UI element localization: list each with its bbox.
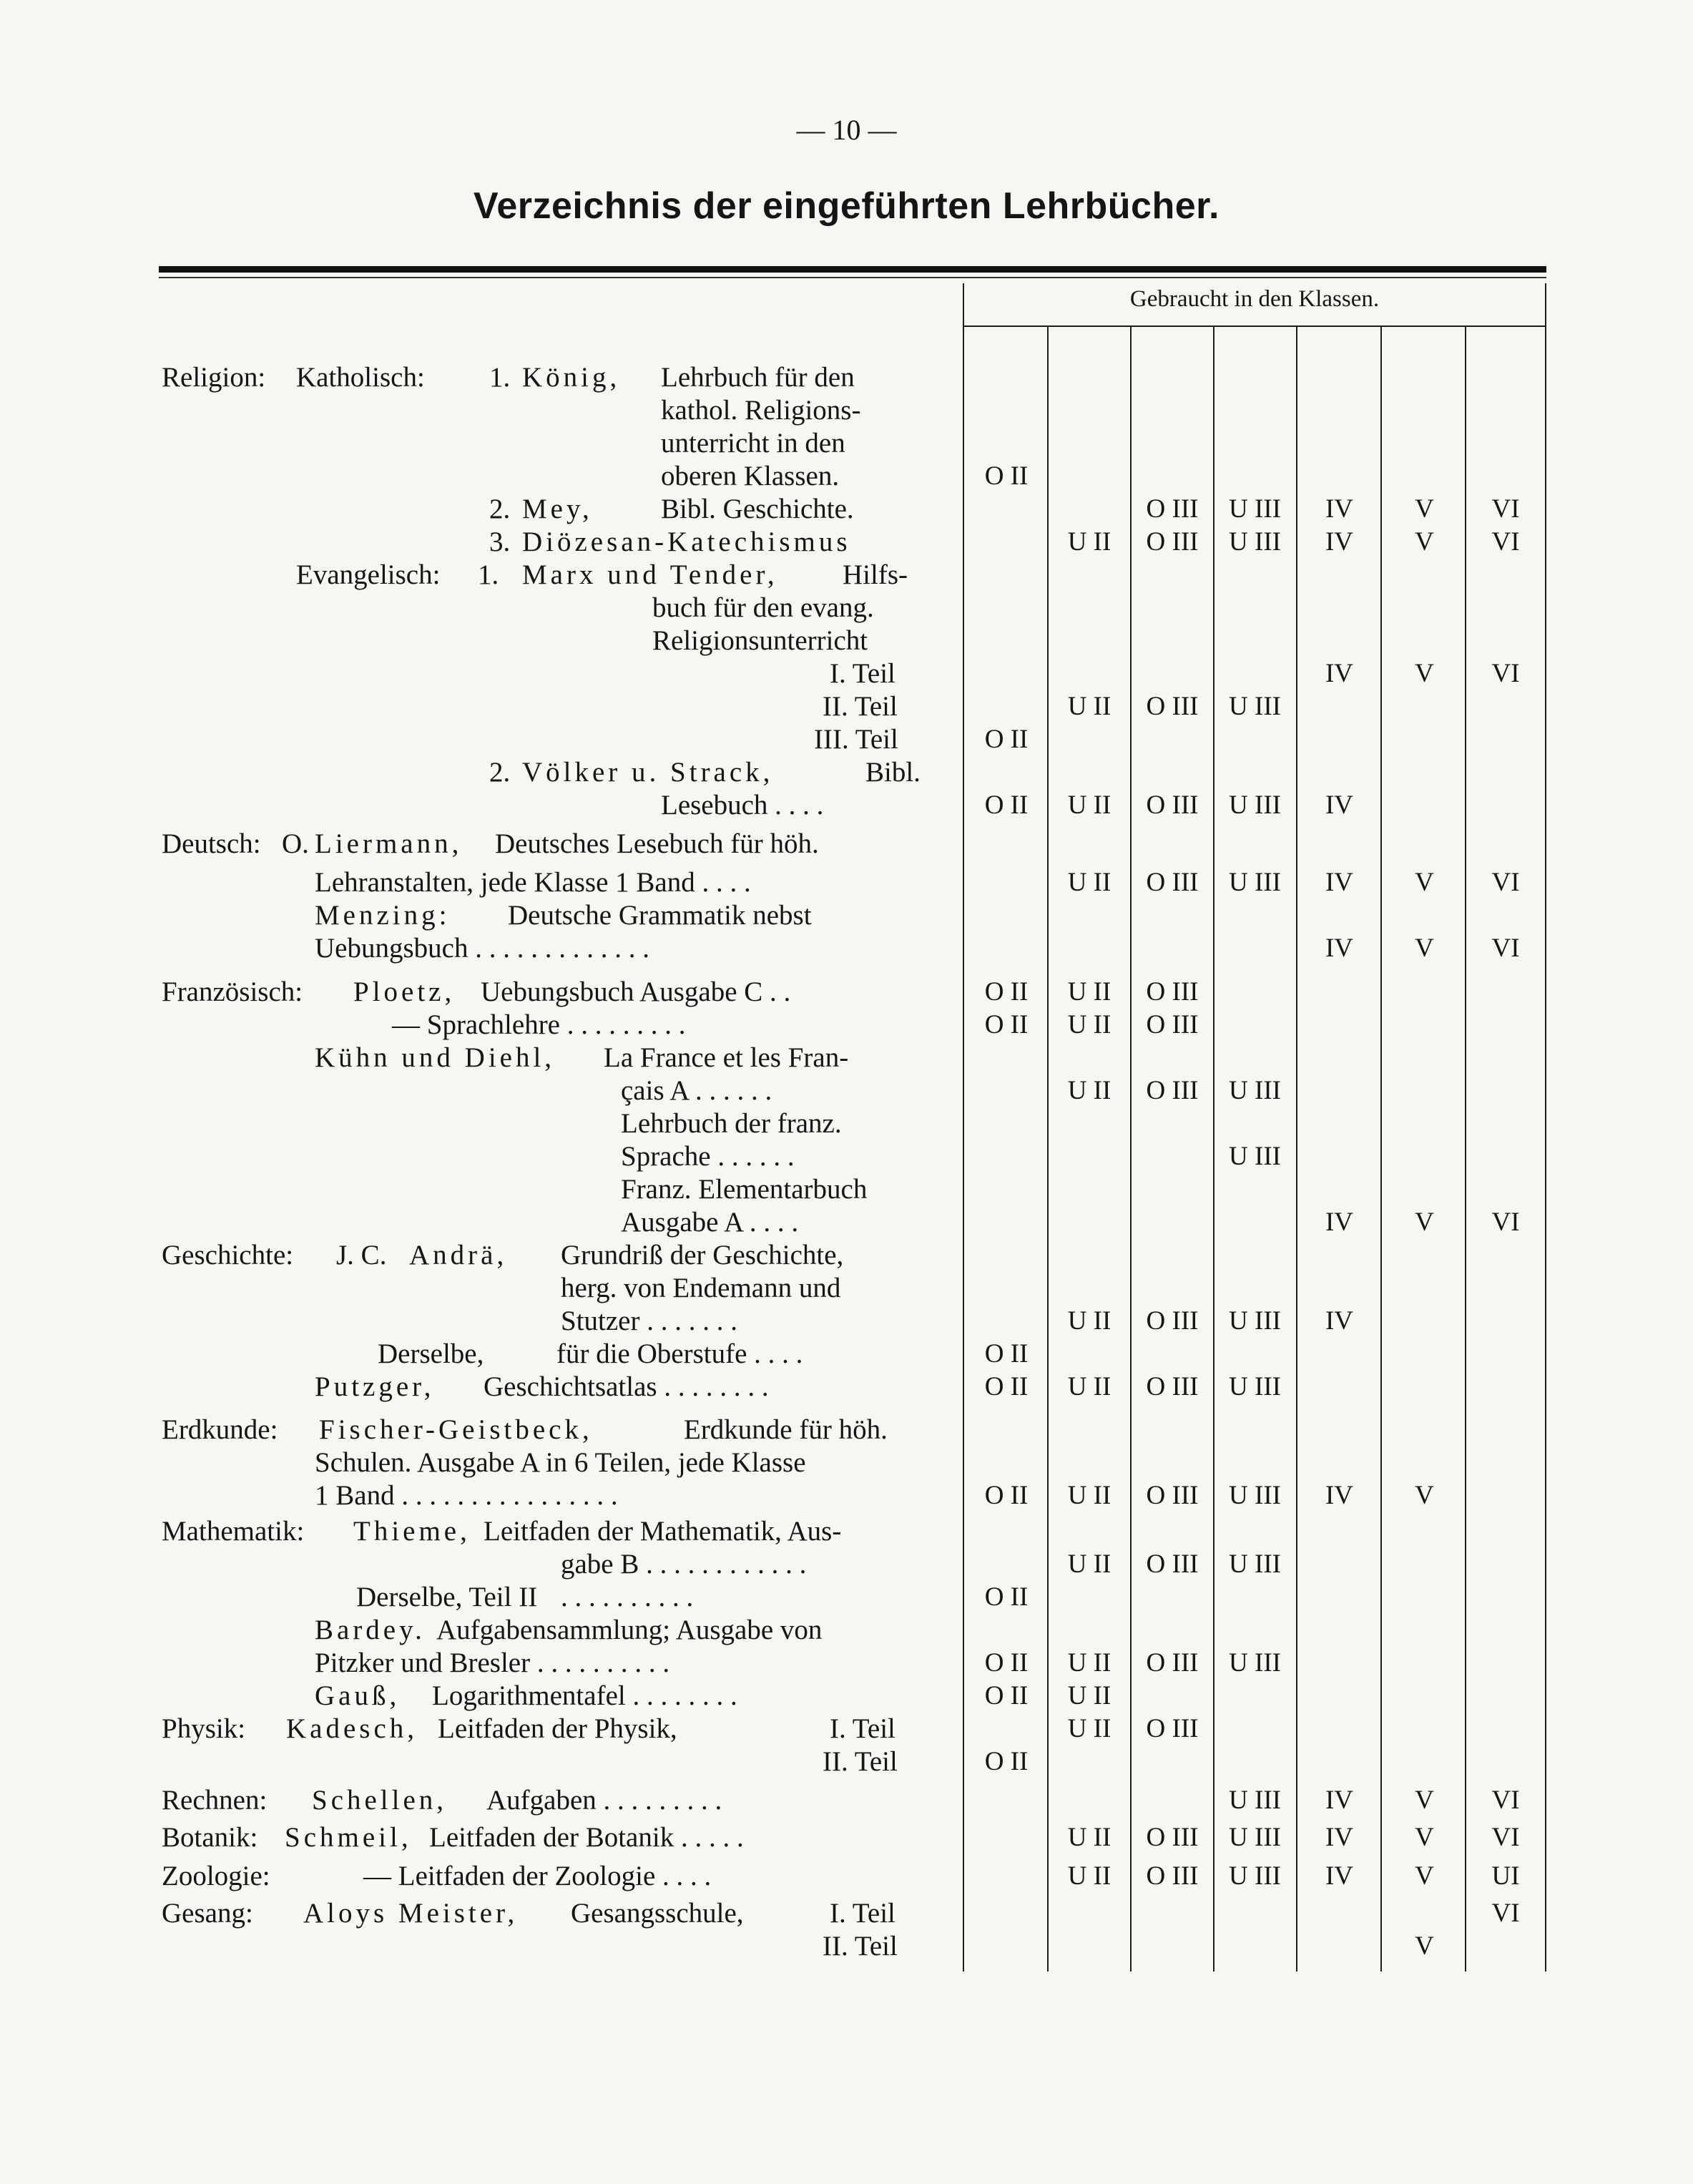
entry-number: 3. <box>489 527 511 557</box>
class-cell: O II <box>984 1372 1029 1401</box>
header-rule-thin <box>159 277 1546 278</box>
book-title-cont: çais A . . . . . . <box>621 1075 772 1106</box>
class-cell: U III <box>1229 1372 1281 1401</box>
class-cell: IV <box>1325 868 1354 897</box>
class-table-border-right <box>1545 283 1546 1972</box>
class-cell: V <box>1415 1786 1434 1815</box>
book-author: Schmeil, <box>285 1822 412 1853</box>
class-table-header-rule <box>963 325 1546 327</box>
class-cell: U II <box>1067 1481 1112 1510</box>
class-cell: O III <box>1146 692 1199 721</box>
class-cell: V <box>1415 868 1434 897</box>
class-cell: U III <box>1229 868 1281 897</box>
subject-label: Geschichte: <box>162 1240 294 1270</box>
class-cell: O II <box>984 790 1029 820</box>
class-cell: IV <box>1325 494 1354 524</box>
book-title: Leitfaden der Mathematik, Aus- <box>484 1516 842 1547</box>
class-cell: IV <box>1325 1823 1354 1852</box>
book-author: Andrä, <box>409 1240 508 1270</box>
book-author: Kühn und Diehl, <box>315 1042 556 1073</box>
book-part: I. Teil <box>830 1713 895 1744</box>
class-cell: O III <box>1146 790 1199 820</box>
book-title: Leitfaden der Physik, <box>438 1713 677 1744</box>
class-cell: O II <box>984 1339 1029 1368</box>
book-title-cont: Lesebuch . . . . <box>661 790 824 821</box>
class-cell: U II <box>1067 1549 1112 1579</box>
book-title-cont: Religionsunterricht <box>652 625 868 656</box>
class-cell: U III <box>1229 1861 1281 1891</box>
class-cell: V <box>1415 1931 1434 1961</box>
sub-label: Katholisch: <box>296 362 425 393</box>
class-cell: O II <box>984 977 1029 1007</box>
class-cell: U II <box>1067 1681 1112 1710</box>
class-cell: O II <box>984 725 1029 754</box>
class-cell: U II <box>1067 1648 1112 1678</box>
page-title: Verzeichnis der eingeführten Lehrbücher. <box>473 185 1220 227</box>
class-cell: U III <box>1229 1549 1281 1579</box>
class-cell: U III <box>1229 1786 1281 1815</box>
class-cell: IV <box>1325 1306 1354 1336</box>
class-cell: O II <box>984 1481 1029 1510</box>
class-cell: O III <box>1146 494 1199 524</box>
subject-label: Zoologie: <box>162 1861 270 1891</box>
class-cell: O II <box>984 1582 1029 1612</box>
class-cell: U III <box>1229 494 1281 524</box>
book-author: Liermann, <box>315 828 463 859</box>
class-cell: O II <box>984 461 1029 491</box>
book-part: II. Teil <box>823 1931 898 1962</box>
author-prefix: Derselbe, <box>378 1338 484 1369</box>
book-title-cont: Uebungsbuch . . . . . . . . . . . . . <box>315 933 649 964</box>
class-cell: U III <box>1229 527 1281 557</box>
sub-label: Evangelisch: <box>296 559 441 590</box>
class-cell: O II <box>984 1010 1029 1039</box>
class-cell: U II <box>1067 1714 1112 1743</box>
class-cell: IV <box>1325 1208 1354 1237</box>
book-title-cont: 1 Band . . . . . . . . . . . . . . . . <box>315 1480 618 1511</box>
class-cell: U II <box>1067 1372 1112 1401</box>
header-rule-thick <box>159 266 1546 273</box>
book-title: Aufgabensammlung; Ausgabe von <box>436 1615 823 1645</box>
subject-label: Deutsch: <box>162 828 261 859</box>
book-title: Leitfaden der Botanik . . . . . <box>429 1822 744 1853</box>
book-title: Geschichtsatlas . . . . . . . . <box>484 1371 769 1402</box>
class-cell: IV <box>1325 659 1354 688</box>
class-cell: U III <box>1229 790 1281 820</box>
class-cell: O II <box>984 1648 1029 1678</box>
subject-label: Rechnen: <box>162 1785 268 1816</box>
subject-label: Gesang: <box>162 1898 253 1929</box>
book-author: Fischer-Geistbeck, <box>319 1414 593 1445</box>
subject-label: Erdkunde: <box>162 1414 278 1445</box>
class-cell: IV <box>1325 1481 1354 1510</box>
book-author: Diözesan-Katechismus <box>522 527 851 557</box>
class-cell: O III <box>1146 1714 1199 1743</box>
author-prefix: O. <box>282 828 309 859</box>
class-cell: U II <box>1067 1306 1112 1336</box>
book-title: . . . . . . . . . . <box>561 1582 694 1612</box>
author-prefix: J. C. <box>336 1240 387 1270</box>
book-author: Putzger, <box>315 1371 435 1402</box>
class-column-divider <box>1380 327 1382 1972</box>
class-cell: O III <box>1146 1076 1199 1105</box>
book-author: Bardey. <box>315 1615 426 1645</box>
class-cell: U II <box>1067 692 1112 721</box>
class-cell: U II <box>1067 1861 1112 1891</box>
book-title-cont: herg. von Endemann und <box>561 1273 841 1303</box>
book-part: III. Teil <box>814 724 898 755</box>
book-title: Logarithmentafel . . . . . . . . <box>432 1680 737 1711</box>
class-cell: O III <box>1146 1306 1199 1336</box>
class-cell: U III <box>1229 1306 1281 1336</box>
book-author: König, <box>522 362 621 393</box>
class-cell: O III <box>1146 1823 1199 1852</box>
book-part: I. Teil <box>830 658 895 689</box>
class-cell: O III <box>1146 977 1199 1007</box>
book-author: Marx und Tender, <box>522 559 778 590</box>
class-cell: O III <box>1146 1861 1199 1891</box>
book-title: Hilfs- <box>843 559 908 590</box>
book-title: Gesangsschule, <box>571 1898 744 1929</box>
book-author: Thieme, <box>353 1516 471 1547</box>
book-author: Schellen, <box>312 1785 448 1816</box>
book-title-cont: buch für den evang. <box>652 592 874 623</box>
class-cell: VI <box>1491 1899 1520 1928</box>
class-cell: V <box>1415 1823 1434 1852</box>
subject-label: Physik: <box>162 1713 246 1744</box>
class-cell: VI <box>1491 494 1520 524</box>
page-number: — 10 — <box>796 114 897 146</box>
book-title: Lehrbuch der franz. <box>621 1108 842 1139</box>
class-cell: VI <box>1491 1823 1520 1852</box>
book-title: Lehrbuch für den <box>661 362 855 393</box>
book-title: Uebungsbuch Ausgabe C . . <box>481 976 791 1007</box>
class-cell: U II <box>1067 1076 1112 1105</box>
class-cell: IV <box>1325 527 1354 557</box>
class-cell: U III <box>1229 692 1281 721</box>
class-cell: IV <box>1325 934 1354 963</box>
book-title: Erdkunde für höh. <box>684 1414 888 1445</box>
class-cell: O III <box>1146 1372 1199 1401</box>
class-table-border-left <box>963 283 964 1972</box>
book-title-cont: unterricht in den <box>661 428 845 459</box>
class-cell: O II <box>984 1681 1029 1710</box>
class-cell: VI <box>1491 659 1520 688</box>
entry-number: 2. <box>489 494 511 524</box>
class-cell: UI <box>1491 1861 1520 1891</box>
class-cell: U III <box>1229 1076 1281 1105</box>
class-cell: V <box>1415 1208 1434 1237</box>
subject-label: Botanik: <box>162 1822 258 1853</box>
book-author: Aloys Meister, <box>303 1898 519 1929</box>
class-cell: V <box>1415 1861 1434 1891</box>
book-title-cont: Lehranstalten, jede Klasse 1 Band . . . . <box>315 867 751 898</box>
book-title-cont: oberen Klassen. <box>661 461 840 491</box>
class-cell: O III <box>1146 1481 1199 1510</box>
class-table-header: Gebraucht in den Klassen. <box>1129 286 1380 312</box>
book-author: Ploetz, <box>353 976 456 1007</box>
subject-label: Mathematik: <box>162 1516 305 1547</box>
class-cell: IV <box>1325 1861 1354 1891</box>
class-cell: V <box>1415 527 1434 557</box>
book-part: I. Teil <box>830 1898 895 1929</box>
class-cell: V <box>1415 659 1434 688</box>
book-author: Kadesch, <box>286 1713 418 1744</box>
subject-label: Französisch: <box>162 976 303 1007</box>
class-cell: U II <box>1067 1823 1112 1852</box>
class-cell: O III <box>1146 1010 1199 1039</box>
class-cell: V <box>1415 934 1434 963</box>
class-cell: O II <box>984 1747 1029 1776</box>
class-cell: VI <box>1491 1208 1520 1237</box>
class-column-divider <box>1465 327 1466 1972</box>
book-title: Franz. Elementarbuch <box>621 1174 868 1205</box>
class-cell: U III <box>1229 1648 1281 1678</box>
book-title: Grundriß der Geschichte, <box>561 1240 844 1270</box>
book-part: II. Teil <box>823 1746 898 1777</box>
book-title: — Leitfaden der Zoologie . . . . <box>363 1861 712 1891</box>
book-title: La France et les Fran- <box>604 1042 849 1073</box>
book-title: für die Oberstufe . . . . <box>556 1338 803 1369</box>
book-author: Menzing: <box>315 900 451 931</box>
book-title: Deutsches Lesebuch für höh. <box>495 828 819 859</box>
class-cell: IV <box>1325 1786 1354 1815</box>
book-title-cont: Sprache . . . . . . <box>621 1141 795 1172</box>
book-title-cont: Stutzer . . . . . . . <box>561 1306 737 1336</box>
book-title: Bibl. Geschichte. <box>661 494 854 524</box>
book-title-cont: gabe B . . . . . . . . . . . . <box>561 1549 807 1580</box>
class-cell: VI <box>1491 934 1520 963</box>
class-cell: V <box>1415 494 1434 524</box>
author-prefix: Derselbe, Teil II <box>356 1582 538 1612</box>
class-cell: U II <box>1067 790 1112 820</box>
book-author: Mey, <box>522 494 593 524</box>
class-cell: V <box>1415 1481 1434 1510</box>
book-title: Bibl. <box>865 757 921 788</box>
book-title: Deutsche Grammatik nebst <box>508 900 812 931</box>
book-author: Völker u. Strack, <box>522 757 774 788</box>
class-cell: U III <box>1229 1142 1281 1171</box>
class-cell: VI <box>1491 1786 1520 1815</box>
class-cell: U II <box>1067 527 1112 557</box>
class-cell: U II <box>1067 977 1112 1007</box>
class-column-divider <box>1296 327 1297 1972</box>
book-part: II. Teil <box>823 691 898 722</box>
class-cell: O III <box>1146 868 1199 897</box>
book-title-cont: Schulen. Ausgabe A in 6 Teilen, jede Klasse <box>315 1447 806 1478</box>
entry-number: 1. <box>478 559 499 590</box>
class-cell: O III <box>1146 1648 1199 1678</box>
book-title: Aufgaben . . . . . . . . . <box>486 1785 722 1816</box>
class-cell: IV <box>1325 790 1354 820</box>
class-cell: U II <box>1067 868 1112 897</box>
class-cell: U III <box>1229 1823 1281 1852</box>
book-title: — Sprachlehre . . . . . . . . . <box>392 1009 686 1040</box>
class-cell: VI <box>1491 527 1520 557</box>
book-author: Gauß, <box>315 1680 401 1711</box>
book-title-cont: Ausgabe A . . . . <box>621 1207 799 1238</box>
entry-number: 2. <box>489 757 511 788</box>
book-title-cont: Pitzker und Bresler . . . . . . . . . . <box>315 1647 670 1678</box>
subject-label: Religion: <box>162 362 266 393</box>
entry-number: 1. <box>489 362 511 393</box>
class-cell: O III <box>1146 527 1199 557</box>
class-cell: VI <box>1491 868 1520 897</box>
class-cell: U III <box>1229 1481 1281 1510</box>
book-title-cont: kathol. Religions- <box>661 395 861 426</box>
class-cell: O III <box>1146 1549 1199 1579</box>
class-cell: U II <box>1067 1010 1112 1039</box>
